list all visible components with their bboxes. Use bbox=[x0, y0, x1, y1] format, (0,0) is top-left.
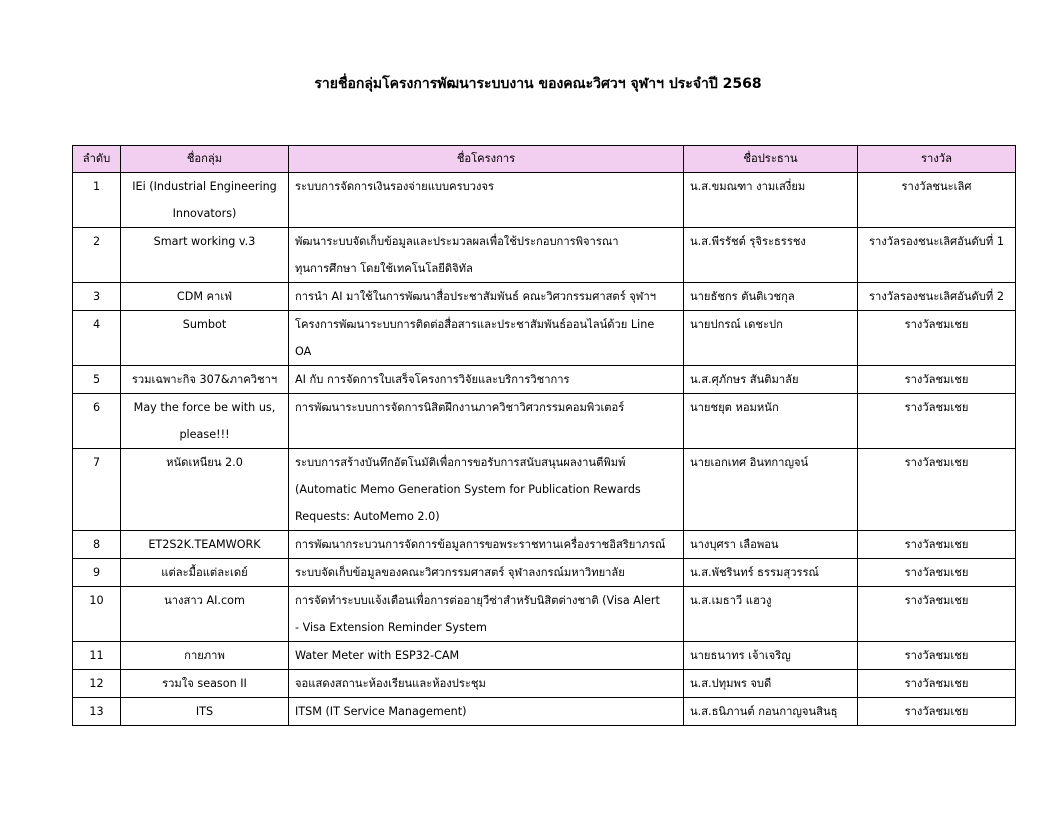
cell-chair: นางบุศรา เลือพอน bbox=[684, 531, 858, 559]
cell-project bbox=[289, 531, 684, 559]
cell-no: 8 bbox=[73, 531, 121, 559]
cell-group-line: หนัดเหนียน 2.0 bbox=[166, 456, 243, 469]
document-title: รายชื่อกลุ่มโครงการพัฒนาระบบงาน ของคณะวิศวฯ จุฬาฯ ประจำปี 2568 bbox=[314, 76, 762, 92]
cell-award: รางวัลชมเชย bbox=[858, 531, 1016, 559]
table-header-row bbox=[73, 146, 1016, 173]
cell-project bbox=[289, 642, 684, 670]
header-project: ชื่อโครงการ bbox=[289, 146, 684, 173]
cell-project bbox=[289, 698, 684, 726]
cell-group bbox=[121, 394, 289, 449]
cell-group bbox=[121, 228, 289, 283]
cell-award: รางวัลชมเชย bbox=[858, 311, 1016, 366]
table-row bbox=[73, 531, 1016, 559]
table-row bbox=[73, 670, 1016, 698]
table-row bbox=[73, 228, 1016, 283]
cell-project bbox=[289, 173, 684, 228]
cell-chair: นายธนาทร เจ้าเจริญ bbox=[684, 642, 858, 670]
cell-project bbox=[289, 670, 684, 698]
cell-no: 3 bbox=[73, 283, 121, 311]
cell-chair: นายชยุต หอมหนัก bbox=[684, 394, 858, 449]
cell-project-line: Requests: AutoMemo 2.0) bbox=[295, 510, 440, 523]
cell-group-line: IEi (Industrial Engineering bbox=[132, 180, 277, 193]
cell-project bbox=[289, 449, 684, 531]
cell-group-line: Innovators) bbox=[172, 207, 237, 220]
cell-group-line: Sumbot bbox=[182, 318, 227, 331]
cell-no: 5 bbox=[73, 366, 121, 394]
cell-project-line: ระบบการจัดการเงินรองจ่ายแบบครบวงจร bbox=[295, 180, 495, 193]
cell-group-line: รวมเฉพาะกิจ 307&ภาควิชาฯ bbox=[131, 373, 278, 386]
cell-project bbox=[289, 283, 684, 311]
cell-group-line: ITS bbox=[195, 705, 214, 718]
cell-award: รางวัลชมเชย bbox=[858, 366, 1016, 394]
cell-group-line: please!!! bbox=[179, 428, 230, 441]
cell-chair: นายเอกเทศ อินทกาญจน์ bbox=[684, 449, 858, 531]
cell-group bbox=[121, 283, 289, 311]
cell-no: 12 bbox=[73, 670, 121, 698]
cell-no: 11 bbox=[73, 642, 121, 670]
cell-project-line: ITSM (IT Service Management) bbox=[295, 705, 467, 718]
cell-award: รางวัลชมเชย bbox=[858, 670, 1016, 698]
cell-chair: น.ส.ธนิภานต์ กอนกาญจนสินธุ bbox=[684, 698, 858, 726]
cell-no: 1 bbox=[73, 173, 121, 228]
cell-project bbox=[289, 228, 684, 283]
table-row bbox=[73, 311, 1016, 366]
table-row bbox=[73, 449, 1016, 531]
cell-group-line: CDM คาเฟ่ bbox=[176, 290, 233, 303]
table-row bbox=[73, 642, 1016, 670]
cell-group-line: นางสาว AI.com bbox=[164, 594, 245, 607]
cell-project-line: การพัฒนาระบบการจัดการนิสิตฝึกงานภาควิชาวิศวกรรมคอมพิวเตอร์ bbox=[295, 401, 625, 414]
cell-project bbox=[289, 394, 684, 449]
cell-group-line: แต่ละมื้อแต่ละเดย์ bbox=[161, 566, 248, 579]
cell-no: 2 bbox=[73, 228, 121, 283]
cell-no: 6 bbox=[73, 394, 121, 449]
cell-no: 7 bbox=[73, 449, 121, 531]
cell-group bbox=[121, 587, 289, 642]
header-chair: ชื่อประธาน bbox=[684, 146, 858, 173]
cell-chair: น.ส.เมธาวี แฮวงู bbox=[684, 587, 858, 642]
cell-project-line: พัฒนาระบบจัดเก็บข้อมูลและประมวลผลเพื่อใช้ประกอบการพิจารณา bbox=[295, 235, 619, 248]
cell-project-line: การจัดทำระบบแจ้งเตือนเพื่อการต่ออายุวีซ่าสำหรับนิสิตต่างชาติ (Visa Alert bbox=[295, 594, 660, 607]
cell-project bbox=[289, 366, 684, 394]
cell-project-line: Water Meter with ESP32-CAM bbox=[295, 649, 460, 662]
cell-project-line: OA bbox=[295, 345, 312, 358]
table-row bbox=[73, 587, 1016, 642]
cell-project-line: การนำ AI มาใช้ในการพัฒนาสื่อประชาสัมพันธ์ คณะวิศวกรรมศาสตร์ จุฬาฯ bbox=[295, 290, 657, 303]
cell-no: 13 bbox=[73, 698, 121, 726]
cell-project-line: การพัฒนากระบวนการจัดการข้อมูลการขอพระราชทานเครื่องราชอิสริยาภรณ์ bbox=[295, 538, 666, 551]
cell-group-line: กายภาพ bbox=[184, 649, 225, 662]
cell-group bbox=[121, 531, 289, 559]
cell-award: รางวัลชมเชย bbox=[858, 559, 1016, 587]
header-no: ลำดับ bbox=[73, 146, 121, 173]
cell-group bbox=[121, 670, 289, 698]
cell-chair: น.ส.ศุภักษร สันติมาลัย bbox=[684, 366, 858, 394]
table-row bbox=[73, 698, 1016, 726]
cell-project-line: ระบบจัดเก็บข้อมูลของคณะวิศวกรรมศาสตร์ จุฬาลงกรณ์มหาวิทยาลัย bbox=[295, 566, 625, 579]
cell-no: 4 bbox=[73, 311, 121, 366]
cell-project-line: จอแสดงสถานะห้องเรียนและห้องประชุม bbox=[295, 677, 486, 690]
cell-award: รางวัลชมเชย bbox=[858, 642, 1016, 670]
cell-project bbox=[289, 559, 684, 587]
cell-no: 10 bbox=[73, 587, 121, 642]
cell-project-line: ระบบการสร้างบันทึกอัตโนมัติเพื่อการขอรับการสนับสนุนผลงานตีพิมพ์ bbox=[295, 456, 626, 469]
cell-group bbox=[121, 311, 289, 366]
cell-project-line: ทุนการศึกษา โดยใช้เทคโนโลยีดิจิทัล bbox=[295, 262, 473, 275]
cell-project bbox=[289, 587, 684, 642]
cell-group bbox=[121, 698, 289, 726]
cell-group bbox=[121, 366, 289, 394]
cell-group-line: Smart working v.3 bbox=[153, 235, 256, 248]
cell-chair: น.ส.พัชรินทร์ ธรรมสุวรรณ์ bbox=[684, 559, 858, 587]
table-row bbox=[73, 283, 1016, 311]
cell-group-line: ET2S2K.TEAMWORK bbox=[148, 538, 261, 551]
cell-chair: นายธัชกร ตันติเวชกุล bbox=[684, 283, 858, 311]
cell-award: รางวัลชมเชย bbox=[858, 394, 1016, 449]
cell-project-line: - Visa Extension Reminder System bbox=[295, 621, 487, 634]
cell-group bbox=[121, 559, 289, 587]
cell-group bbox=[121, 173, 289, 228]
cell-group-line: รวมใจ season II bbox=[162, 677, 247, 690]
cell-award: รางวัลชนะเลิศ bbox=[858, 173, 1016, 228]
table-row bbox=[73, 559, 1016, 587]
cell-chair: น.ส.ปทุมพร จบดี bbox=[684, 670, 858, 698]
cell-project-line: (Automatic Memo Generation System for Publication Rewards bbox=[295, 483, 641, 496]
cell-project-line: โครงการพัฒนาระบบการติดต่อสื่อสารและประชาสัมพันธ์ออนไลน์ด้วย Line bbox=[295, 318, 655, 331]
cell-chair: น.ส.ขมณฑา งามเสงี่ยม bbox=[684, 173, 858, 228]
table-row bbox=[73, 366, 1016, 394]
cell-award: รางวัลรองชนะเลิศอันดับที่ 1 bbox=[858, 228, 1016, 283]
header-award: รางวัล bbox=[858, 146, 1016, 173]
award-table bbox=[72, 145, 1016, 726]
table-row bbox=[73, 394, 1016, 449]
table-body bbox=[73, 173, 1016, 726]
cell-chair: น.ส.พีรรัชต์ รุจิระธรรชง bbox=[684, 228, 858, 283]
cell-award: รางวัลชมเชย bbox=[858, 449, 1016, 531]
cell-no: 9 bbox=[73, 559, 121, 587]
table-row bbox=[73, 173, 1016, 228]
header-group: ชื่อกลุ่ม bbox=[121, 146, 289, 173]
cell-group bbox=[121, 449, 289, 531]
cell-award: รางวัลชมเชย bbox=[858, 587, 1016, 642]
cell-chair: นายปกรณ์ เดชะปก bbox=[684, 311, 858, 366]
cell-group bbox=[121, 642, 289, 670]
cell-project-line: AI กับ การจัดการใบเสร็จโครงการวิจัยและบริการวิชาการ bbox=[295, 373, 570, 386]
cell-award: รางวัลรองชนะเลิศอันดับที่ 2 bbox=[858, 283, 1016, 311]
cell-project bbox=[289, 311, 684, 366]
cell-group-line: May the force be with us, bbox=[133, 401, 276, 414]
cell-award: รางวัลชมเชย bbox=[858, 698, 1016, 726]
